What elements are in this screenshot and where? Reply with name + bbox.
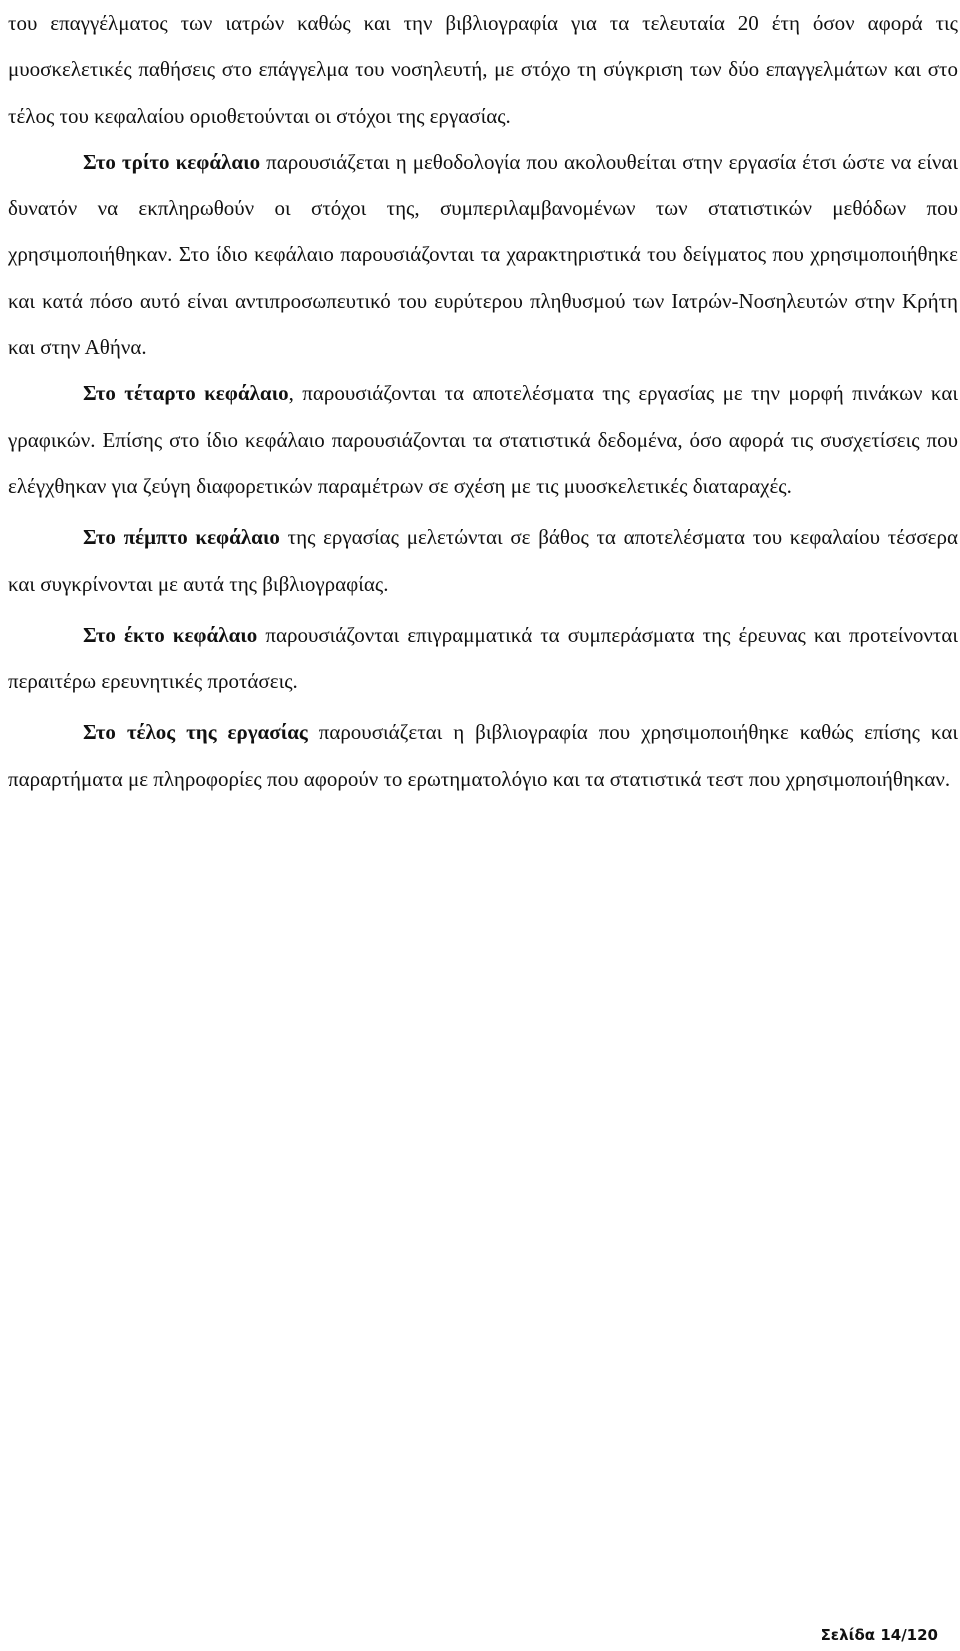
chapter-heading-inline: Στο τρίτο κεφάλαιο: [83, 149, 261, 174]
paragraph-chapter-five: [8, 514, 958, 607]
chapter-heading-inline: Στο τέταρτο κεφάλαιο: [83, 381, 289, 406]
chapter-heading-inline: Στο τέλος της εργασίας: [83, 720, 308, 745]
paragraph-chapter-three: [8, 139, 958, 370]
page-number: Σελίδα 14/120: [820, 1626, 938, 1644]
paragraph-text: παρουσιάζονται επιγραμματικά τα συμπεράσματα της έρευνας και προτείνονται περαιτέρω ερευνητικές προτάσεις.: [8, 622, 959, 694]
chapter-heading-inline: Στο πέμπτο κεφάλαιο: [83, 525, 280, 550]
paragraph-text: , παρουσιάζονται τα αποτελέσματα της εργασίας με την μορφή πινάκων και γραφικών. Επίσης στο ίδιο κεφάλαιο παρουσιάζονται τα στατιστικά δεδομένα, όσο αφορά τις συσχετίσεις που ελέγχθηκαν για ζεύγη διαφορετικών παραμέτρων σε σχέση με τις μυοσκελετικές διαταραχές.: [8, 381, 958, 498]
paragraph-end-of-thesis: [8, 709, 958, 802]
paragraph-text: της εργασίας μελετώνται σε βάθος τα αποτελέσματα του κεφαλαίου τέσσερα και συγκρίνονται με αυτά της βιβλιογραφίας.: [8, 525, 958, 596]
paragraph-chapter-six: [8, 612, 958, 705]
paragraph-intro-continuation: [8, 0, 958, 139]
paragraph-text: του επαγγέλματος των ιατρών καθώς και την βιβλιογραφία για τα τελευταία 20 έτη όσον αφορά τις μυοσκελετικές παθήσεις στο επάγγελμα του νοσηλευτή, με στόχο τη σύγκριση των δύο επαγγελμάτων και στο τέλος του κεφαλαίου οριοθετούνται οι στόχοι της εργασίας.: [8, 11, 958, 128]
paragraph-chapter-four: [8, 370, 958, 509]
paragraph-text: παρουσιάζεται η βιβλιογραφία που χρησιμοποιήθηκε καθώς επίσης και παραρτήματα με πληροφορίες που αφορούν το ερωτηματολόγιο και τα στατιστικά τεστ που χρησιμοποιήθηκαν.: [8, 720, 958, 791]
chapter-heading-inline: Στο έκτο κεφάλαιο: [83, 622, 258, 647]
body-text: [8, 0, 958, 802]
paragraph-text: παρουσιάζεται η μεθοδολογία που ακολουθείται στην εργασία έτσι ώστε να είναι δυνατόν να εκπληρωθούν οι στόχοι της, συμπεριλαμβανομένων των στατιστικών μεθόδων που χρησιμοποιήθηκαν. Στο ίδιο κεφάλαιο παρουσιάζονται τα χαρακτηριστικά του δείγματος που χρησιμοποιήθηκε και κατά πόσο αυτό είναι αντιπροσωπευτικό του ευρύτερου πληθυσμού των Ιατρών-Νοσηλευτών στην Κρήτη και στην Αθήνα.: [8, 149, 958, 360]
